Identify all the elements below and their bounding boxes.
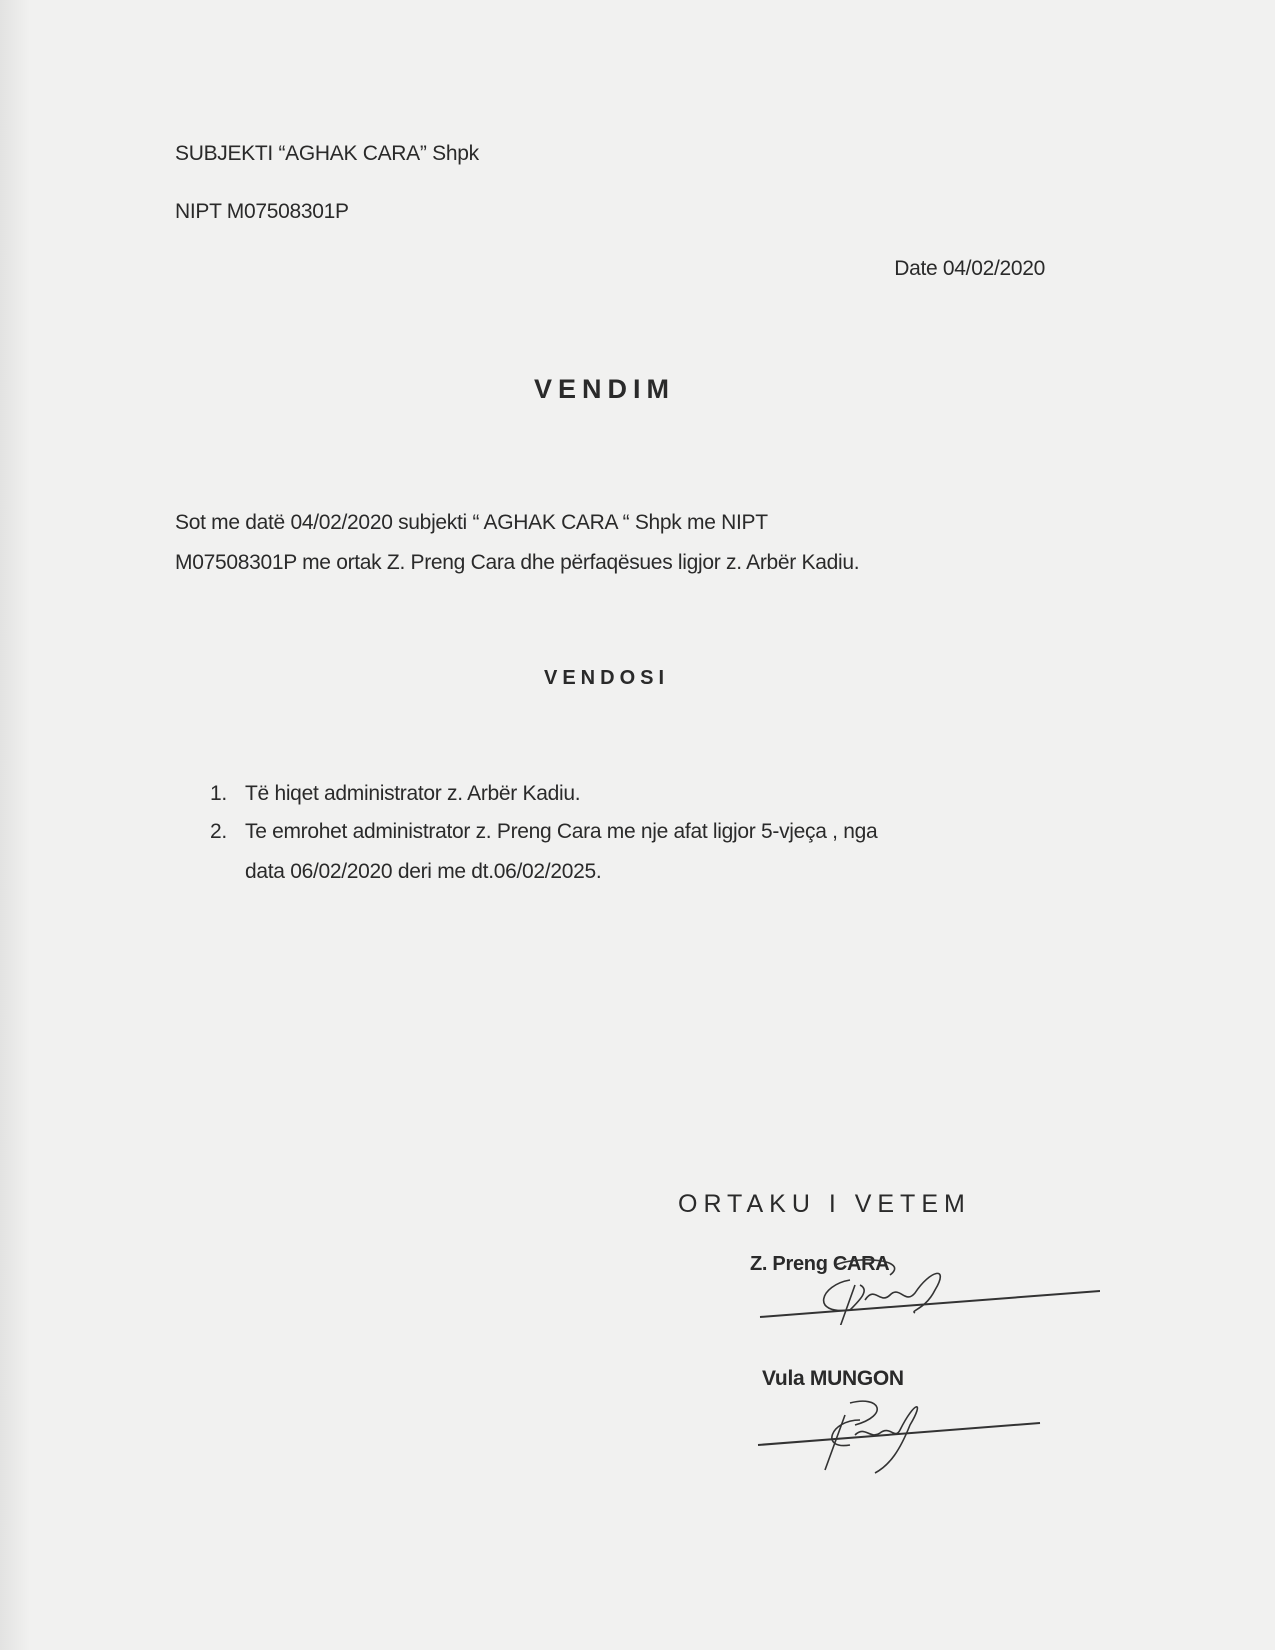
decision-2-text-cont: data 06/02/2020 deri me dt.06/02/2025. (245, 860, 602, 883)
decision-2-number: 2. (210, 820, 227, 843)
seal-status: Vula MUNGON (762, 1367, 904, 1390)
nipt: NIPT M07508301P (175, 200, 349, 223)
scan-edge-shadow (0, 0, 30, 1650)
decision-1-text: Të hiqet administrator z. Arbër Kadiu. (245, 782, 581, 805)
signature-2 (750, 1395, 1070, 1475)
decision-1-number: 1. (210, 782, 227, 805)
body-line-1: Sot me datë 04/02/2020 subjekti “ AGHAK CARA “ Shpk me NIPT (175, 511, 768, 534)
decision-heading: VENDOSI (544, 667, 670, 689)
document-date: Date 04/02/2020 (894, 257, 1045, 280)
signatory-name: Z. Preng CARA (750, 1253, 890, 1275)
signature-1 (740, 1255, 1100, 1325)
document-title: VENDIM (534, 374, 676, 404)
subject-name: SUBJEKTI “AGHAK CARA” Shpk (175, 142, 479, 165)
decision-2-text: Te emrohet administrator z. Preng Cara me nje afat ligjor 5-vjeça , nga (245, 820, 878, 843)
body-line-2: M07508301P me ortak Z. Preng Cara dhe përfaqësues ligjor z. Arbër Kadiu. (175, 551, 860, 574)
signatory-role: ORTAKU I VETEM (678, 1190, 971, 1218)
